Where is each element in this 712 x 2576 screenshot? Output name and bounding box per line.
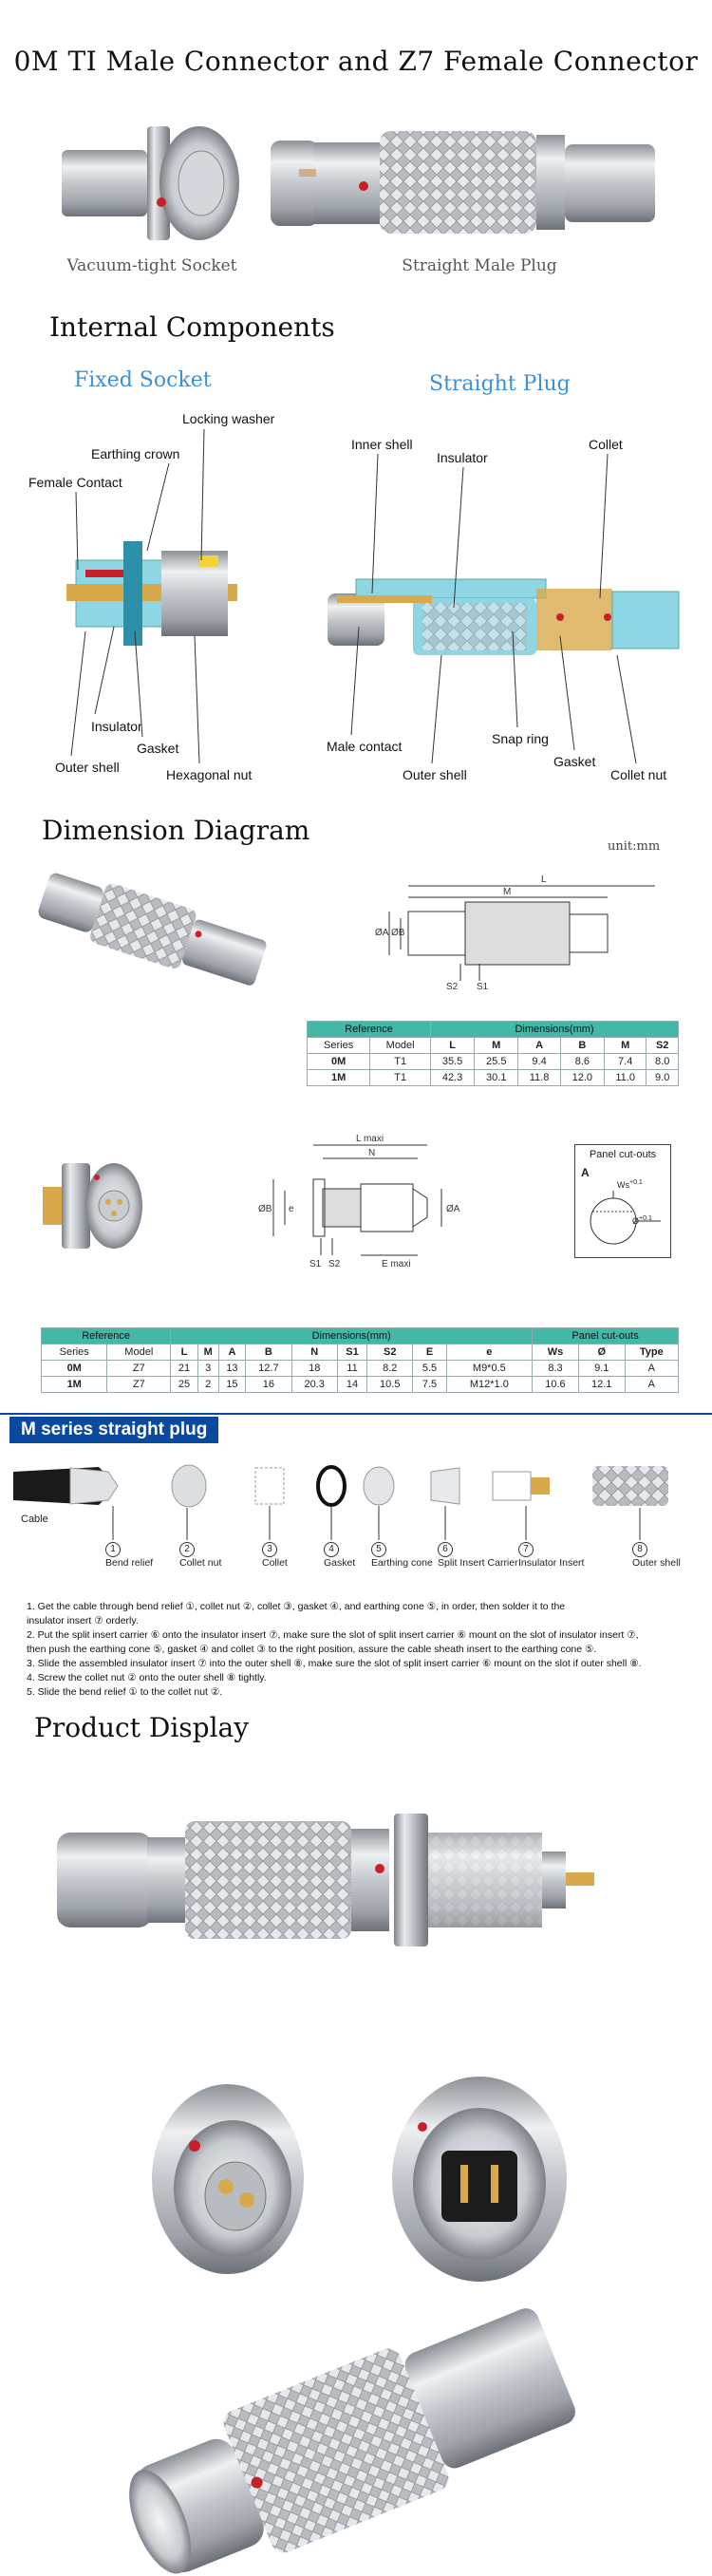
table2-col: B	[246, 1344, 291, 1361]
dim-E-maxi: E maxi	[382, 1259, 411, 1269]
part-label-text: Collet nut	[179, 1557, 222, 1569]
dim-A: ØA	[375, 928, 389, 938]
label-collet-nut: Collet nut	[610, 767, 667, 782]
fixed-socket-title: Fixed Socket	[74, 368, 212, 392]
table-cell: 25.5	[475, 1054, 518, 1070]
ws-symbol: Ws	[617, 1180, 629, 1190]
table2-col: M	[197, 1344, 218, 1361]
label-locking-washer: Locking washer	[182, 411, 275, 426]
page-title: 0M TI Male Connector and Z7 Female Connector	[13, 46, 699, 77]
table2-col: Series	[42, 1344, 107, 1361]
table2-dimensions: Dimensions(mm)	[171, 1328, 533, 1344]
table2-col: S2	[367, 1344, 413, 1361]
dim-e: e	[289, 1204, 294, 1214]
label-collet: Collet	[589, 437, 623, 452]
plug-dimension-photo	[28, 878, 285, 983]
table-cell: 9.0	[646, 1070, 679, 1086]
part-label-6	[438, 1542, 518, 1569]
unit-label: unit:mm	[608, 839, 661, 854]
table-cell: 8.3	[533, 1361, 579, 1377]
table-cell: 2	[197, 1377, 218, 1393]
table-cell: A	[625, 1361, 678, 1377]
table-cell: 35.5	[431, 1054, 475, 1070]
table-cell: Z7	[107, 1377, 171, 1393]
part-label-text: Earthing cone	[371, 1557, 433, 1569]
table2-col: S1	[337, 1344, 366, 1361]
table-cell: M12*1.0	[446, 1377, 533, 1393]
table-cell: 11	[337, 1361, 366, 1377]
table-cell: 42.3	[431, 1070, 475, 1086]
phi-label	[632, 1215, 652, 1226]
table-cell: 8.6	[560, 1054, 604, 1070]
table-cell: 13	[218, 1361, 246, 1377]
table1-col: Model	[370, 1038, 431, 1054]
table2-col: A	[218, 1344, 246, 1361]
table2-col: Model	[107, 1344, 171, 1361]
table-cell: T1	[370, 1070, 431, 1086]
straight-plug-leader-lines	[0, 0, 712, 855]
part-label-text: Split Insert Carrier	[438, 1557, 518, 1569]
table-cell: 0M	[308, 1054, 370, 1070]
table-cell: 16	[246, 1377, 291, 1393]
label-outer-shell-plug: Outer shell	[403, 767, 467, 782]
table-cell: 10.5	[367, 1377, 413, 1393]
part-label-2	[179, 1542, 221, 1569]
label-insulator-plug: Insulator	[437, 450, 488, 465]
part-number-badge: 5	[371, 1542, 386, 1557]
ws-label	[617, 1179, 643, 1190]
socket-caption: Vacuum-tight Socket	[66, 256, 237, 275]
table-cell: 14	[337, 1377, 366, 1393]
step-line: 3. Slide the assembled insulator insert ⑦ into the outer shell ⑧, make sure the slot of split insert carrier ⑥ mount on the slot if outer shell ⑧.	[27, 1658, 642, 1669]
table-cell: 25	[171, 1377, 198, 1393]
part-label-text: Outer shell	[632, 1557, 681, 1569]
table2-col: Ø	[578, 1344, 625, 1361]
table-cell: 12.7	[246, 1361, 291, 1377]
part-number-badge: 7	[518, 1542, 534, 1557]
table-cell: 12.0	[560, 1070, 604, 1086]
part-number-badge: 3	[262, 1542, 277, 1557]
step-line: 2. Put the split insert carrier ⑥ onto the insulator insert ⑦, make sure the slot of split insert carrier ⑥ mount on the slot of insulator insert ⑦,	[27, 1629, 639, 1641]
table-cell: M9*0.5	[446, 1361, 533, 1377]
table-cell: A	[625, 1377, 678, 1393]
part-label-3	[262, 1542, 288, 1569]
table-cell: T1	[370, 1054, 431, 1070]
table-cell: 30.1	[475, 1070, 518, 1086]
table2-col: E	[413, 1344, 446, 1361]
panel-cutout-title: Panel cut-outs	[589, 1149, 657, 1160]
cable-label: Cable	[21, 1514, 48, 1525]
part-number-badge: 6	[438, 1542, 453, 1557]
table-row	[42, 1377, 679, 1393]
table-cell: 21	[171, 1361, 198, 1377]
label-insulator: Insulator	[91, 719, 142, 734]
table1-col: L	[431, 1038, 475, 1054]
straight-plug-title: Straight Plug	[429, 372, 571, 396]
part-label-5	[371, 1542, 433, 1569]
table2-panel: Panel cut-outs	[533, 1328, 679, 1344]
socket-dimension-photo	[38, 1149, 142, 1263]
part-number-badge: 8	[632, 1542, 647, 1557]
table-cell: 11.8	[518, 1070, 560, 1086]
table1-dimensions: Dimensions(mm)	[431, 1022, 679, 1038]
part-number-badge: 4	[324, 1542, 339, 1557]
part-label-7	[518, 1542, 584, 1569]
table1-col: Series	[308, 1038, 370, 1054]
table-cell: 1M	[42, 1377, 107, 1393]
dim-S2: S2	[446, 982, 459, 992]
product-photo-assembled	[57, 1795, 655, 1965]
table-cell: 0M	[42, 1361, 107, 1377]
dim-N: N	[368, 1148, 376, 1158]
label-snap-ring: Snap ring	[492, 731, 549, 746]
assembly-steps	[27, 1600, 691, 1700]
dim-M: M	[503, 887, 512, 897]
table2-col: L	[171, 1344, 198, 1361]
step-line: then push the earthing cone ⑤, gasket ④ and collet ③ to the right position, assure the cable sheath insert to the earthing cone ⑤.	[27, 1644, 597, 1655]
dim-socket-B: ØB	[258, 1204, 272, 1214]
table1-col: S2	[646, 1038, 679, 1054]
label-inner-shell: Inner shell	[351, 437, 413, 452]
table-cell: 11.0	[604, 1070, 646, 1086]
dim-L: L	[541, 874, 547, 885]
part-label-text: Bend relief	[105, 1557, 154, 1569]
table-cell: 10.6	[533, 1377, 579, 1393]
table-cell: 9.4	[518, 1054, 560, 1070]
table2-col: Type	[625, 1344, 678, 1361]
product-photo-plug-face	[142, 2075, 313, 2284]
table2-col: Ws	[533, 1344, 579, 1361]
table1-col: A	[518, 1038, 560, 1054]
product-display-heading: Product Display	[34, 1712, 250, 1743]
plug-dimension-table	[307, 1021, 679, 1086]
part-number-badge: 2	[179, 1542, 195, 1557]
part-label-text: Gasket	[324, 1557, 356, 1569]
table-row	[42, 1361, 679, 1377]
table-cell: 15	[218, 1377, 246, 1393]
table-cell: 18	[291, 1361, 337, 1377]
part-label-8	[632, 1542, 681, 1569]
part-label-text: Insulator Insert	[518, 1557, 585, 1569]
panel-cutout-box	[574, 1144, 671, 1258]
phi-tolerance: +0.1	[639, 1215, 652, 1222]
dim-B: ØB	[391, 928, 405, 938]
dim-S1: S1	[477, 982, 489, 992]
table-cell: 1M	[308, 1070, 370, 1086]
dim-socket-S2: S2	[328, 1259, 341, 1269]
panel-type-a: A	[581, 1166, 590, 1179]
socket-dimension-drawing	[256, 1132, 513, 1274]
label-earthing-crown: Earthing crown	[91, 446, 180, 461]
plug-caption: Straight Male Plug	[402, 256, 557, 275]
label-hexagonal-nut: Hexagonal nut	[166, 767, 253, 782]
socket-dimension-table	[41, 1327, 679, 1393]
m-series-heading: M series straight plug	[9, 1417, 218, 1443]
dim-socket-S1: S1	[309, 1259, 322, 1269]
product-photo-socket-face	[384, 2070, 574, 2288]
label-female-contact: Female Contact	[28, 475, 122, 490]
internal-components-heading: Internal Components	[49, 311, 335, 343]
label-gasket-plug: Gasket	[553, 754, 596, 769]
step-line: 5. Slide the bend relief ① to the collet nut ②.	[27, 1686, 223, 1698]
step-line: 1. Get the cable through bend relief ①, collet nut ②, collet ③, gasket ④, and earthing cone ⑤, in order, then solder it to the	[27, 1601, 566, 1612]
table-cell: 5.5	[413, 1361, 446, 1377]
table2-col: e	[446, 1344, 533, 1361]
product-photo-plug-angled	[114, 2307, 608, 2564]
table-cell: 8.0	[646, 1054, 679, 1070]
table-cell: 9.1	[578, 1361, 625, 1377]
table2-reference: Reference	[42, 1328, 171, 1344]
step-line: insulator insert ⑦ orderly.	[27, 1615, 139, 1626]
table-row	[308, 1070, 679, 1086]
part-label-text: Collet	[262, 1557, 288, 1569]
table-cell: 8.2	[367, 1361, 413, 1377]
label-male-contact: Male contact	[327, 739, 403, 754]
label-gasket: Gasket	[137, 741, 179, 756]
dim-L-maxi: L maxi	[356, 1134, 384, 1144]
table1-col: M	[604, 1038, 646, 1054]
table-cell: Z7	[107, 1361, 171, 1377]
label-outer-shell: Outer shell	[55, 760, 120, 775]
table-cell: 3	[197, 1361, 218, 1377]
table2-col: N	[291, 1344, 337, 1361]
table-row	[308, 1054, 679, 1070]
table1-col: M	[475, 1038, 518, 1054]
ws-tolerance: +0.1	[629, 1179, 643, 1186]
dimension-diagram-heading: Dimension Diagram	[42, 815, 310, 846]
table-cell: 7.5	[413, 1377, 446, 1393]
step-line: 4. Screw the collet nut ② onto the outer shell ⑧ tightly.	[27, 1672, 267, 1683]
dim-socket-A: ØA	[446, 1204, 460, 1214]
table1-col: B	[560, 1038, 604, 1054]
m-series-rule	[0, 1413, 712, 1415]
phi-symbol: Ø	[632, 1216, 640, 1226]
part-label-1	[105, 1542, 153, 1569]
table1-reference: Reference	[308, 1022, 431, 1038]
part-label-4	[324, 1542, 355, 1569]
table-cell: 7.4	[604, 1054, 646, 1070]
plug-dimension-drawing	[370, 859, 684, 992]
part-number-badge: 1	[105, 1542, 121, 1557]
table-cell: 20.3	[291, 1377, 337, 1393]
table-cell: 12.1	[578, 1377, 625, 1393]
